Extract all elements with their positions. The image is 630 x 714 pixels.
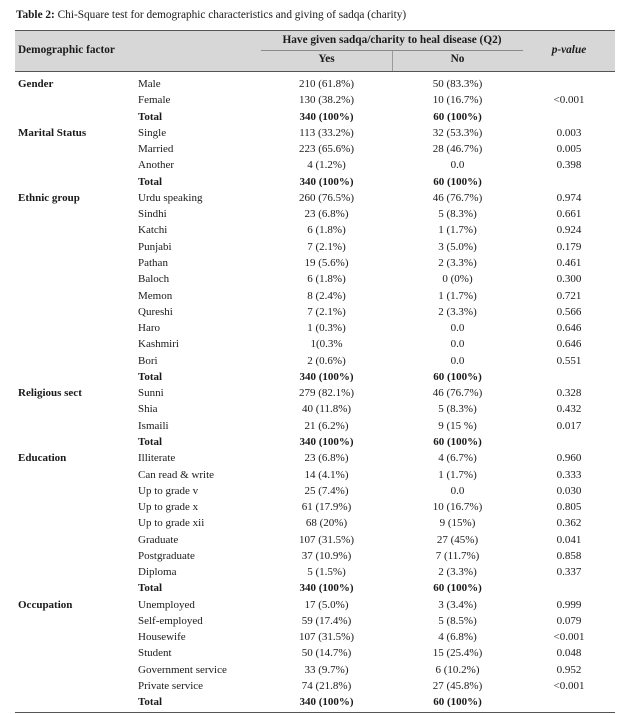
category-cell: Single (138, 126, 167, 139)
category-cell: Shia (138, 403, 158, 416)
p-value-cell: 0.041 (556, 533, 582, 546)
category-cell: Up to grade xii (138, 517, 205, 530)
category-cell: Total (138, 175, 163, 188)
table-row (15, 678, 615, 694)
no-cell: 5 (8.3%) (438, 403, 477, 416)
yes-cell: 340 (100%) (299, 696, 354, 709)
no-cell: 27 (45%) (436, 533, 479, 546)
table-row (15, 450, 615, 466)
yes-cell: 107 (31.5%) (299, 631, 354, 644)
category-cell: Pathan (138, 257, 168, 269)
table-row (15, 467, 615, 483)
table-caption-text: Chi-Square test for demographic characteristics and giving of sadqa (charity) (54, 9, 407, 21)
no-cell: 50 (83.3%) (432, 78, 483, 90)
yes-cell: 25 (7.4%) (304, 484, 349, 497)
table-row (15, 222, 615, 238)
yes-cell: 14 (4.1%) (304, 468, 349, 481)
p-value-cell: 0.661 (556, 208, 582, 221)
table-row (15, 288, 615, 304)
yes-cell: 40 (11.8%) (301, 403, 352, 416)
p-value-cell: 0.328 (556, 387, 582, 400)
table-row (15, 271, 615, 287)
yes-cell: 340 (100%) (299, 435, 354, 448)
category-cell: Memon (138, 289, 173, 302)
table-row (15, 499, 615, 515)
p-value-cell: 0.960 (556, 452, 582, 465)
no-cell: 2 (3.3%) (438, 305, 477, 318)
p-value-cell: 0.005 (556, 143, 582, 156)
yes-cell: 37 (10.9%) (301, 549, 352, 562)
p-value-cell: 0.551 (556, 354, 582, 367)
table-row (15, 141, 615, 157)
yes-cell: 61 (17.9%) (301, 501, 352, 513)
yes-cell: 279 (82.1%) (299, 387, 354, 400)
category-cell: Self-employed (138, 614, 203, 627)
p-value-cell: 0.432 (556, 403, 582, 416)
p-value-cell: 0.805 (556, 501, 582, 513)
category-cell: Private service (138, 680, 204, 692)
yes-cell: 6 (1.8%) (307, 224, 346, 237)
no-cell: 60 (100%) (433, 435, 482, 448)
no-cell: 46 (76.7%) (432, 387, 483, 400)
p-value-cell: 0.924 (556, 224, 582, 237)
p-value-cell: 0.048 (556, 647, 582, 660)
yes-cell: 68 (20%) (305, 517, 348, 530)
category-cell: Katchi (138, 224, 168, 237)
no-cell: 10 (16.7%) (432, 501, 483, 513)
factor-cell: Religious sect (18, 387, 82, 400)
category-cell: Total (138, 435, 163, 448)
category-cell: Housewife (138, 631, 186, 644)
yes-cell: 21 (6.2%) (304, 419, 349, 432)
no-cell: 1 (1.7%) (438, 468, 477, 481)
no-cell: 0.0 (450, 338, 465, 351)
category-cell: Ismaili (138, 419, 169, 432)
p-value-cell: 0.999 (556, 598, 582, 611)
category-cell: Illiterate (138, 452, 176, 465)
yes-cell: 50 (14.7%) (301, 647, 352, 660)
table-row (15, 353, 615, 369)
factor-cell: Gender (18, 78, 54, 90)
category-cell: Can read & write (138, 468, 215, 481)
category-cell: Haro (138, 322, 160, 334)
category-cell: Total (138, 696, 163, 709)
table-row (15, 369, 615, 385)
p-value-cell: 0.017 (556, 419, 582, 432)
yes-cell: 5 (1.5%) (307, 566, 346, 579)
table-caption-label: Table 2: (16, 9, 55, 21)
p-value-cell: 0.646 (556, 338, 582, 351)
p-value-cell: 0.566 (556, 305, 582, 318)
yes-cell: 223 (65.6%) (299, 143, 354, 156)
category-cell: Male (138, 78, 161, 90)
no-cell: 7 (11.7%) (435, 549, 480, 562)
category-cell: Unemployed (138, 598, 195, 611)
category-cell: Postgraduate (138, 549, 195, 562)
table-row (15, 645, 615, 661)
category-cell: Urdu speaking (138, 191, 203, 204)
category-cell: Punjabi (138, 240, 172, 253)
yes-cell: 6 (1.8%) (307, 273, 346, 286)
category-cell: Diploma (138, 566, 177, 579)
table-row (15, 597, 615, 613)
yes-cell: 23 (6.8%) (304, 452, 349, 465)
table-header (15, 30, 615, 72)
no-cell: 0.0 (450, 354, 465, 367)
p-value-cell: 0.179 (556, 240, 582, 253)
yes-cell: 8 (2.4%) (307, 289, 346, 302)
table-row (15, 629, 615, 645)
header-sadqa-question: Have given sadqa/charity to heal disease (Q2) (282, 34, 502, 46)
yes-cell: 33 (9.7%) (304, 663, 349, 676)
no-cell: 9 (15 %) (438, 419, 477, 432)
table-row (15, 174, 615, 190)
yes-cell: 340 (100%) (299, 582, 354, 595)
p-value-cell: 0.333 (556, 468, 582, 481)
yes-cell: 340 (100%) (299, 175, 354, 188)
yes-cell: 7 (2.1%) (307, 240, 346, 253)
table-row (15, 434, 615, 450)
table-row (15, 483, 615, 499)
yes-cell: 59 (17.4%) (301, 614, 352, 627)
header-p-value: p-value (551, 44, 587, 56)
no-cell: 5 (8.5%) (438, 614, 477, 627)
no-cell: 27 (45.8%) (432, 680, 483, 692)
category-cell: Qureshi (138, 305, 173, 318)
no-cell: 5 (8.3%) (438, 208, 477, 221)
header-yes: Yes (318, 53, 335, 65)
table-row (15, 320, 615, 336)
table-row (15, 76, 615, 92)
no-cell: 3 (5.0%) (438, 240, 477, 253)
no-cell: 9 (15%) (439, 517, 476, 530)
chi-square-table (15, 30, 615, 709)
no-cell: 0.0 (450, 484, 465, 497)
table-row (15, 401, 615, 417)
category-cell: Total (138, 582, 163, 595)
p-value-cell: 0.079 (556, 614, 582, 627)
table-row (15, 694, 615, 710)
yes-cell: 1(0.3% (310, 338, 343, 351)
no-cell: 15 (25.4%) (432, 647, 483, 660)
p-value-cell: 0.030 (556, 484, 582, 497)
category-cell: Total (138, 370, 163, 383)
no-cell: 10 (16.7%) (432, 94, 483, 107)
yes-cell: 210 (61.8%) (299, 78, 354, 90)
header-demographic-factor: Demographic factor (18, 44, 115, 56)
table-row (15, 239, 615, 255)
table-row (15, 515, 615, 531)
no-cell: 4 (6.8%) (438, 631, 477, 644)
factor-cell: Education (18, 452, 67, 465)
table-row (15, 125, 615, 141)
p-value-cell: 0.858 (556, 549, 582, 562)
p-value-cell: <0.001 (553, 94, 585, 107)
no-cell: 0 (0%) (442, 273, 473, 286)
no-cell: 32 (53.3%) (432, 126, 483, 139)
yes-cell: 340 (100%) (299, 370, 354, 383)
p-value-cell: 0.974 (556, 191, 582, 204)
category-cell: Sindhi (138, 208, 167, 221)
table-row (15, 580, 615, 596)
p-value-cell: 0.461 (556, 257, 582, 269)
p-value-cell: 0.646 (556, 322, 582, 334)
no-cell: 0.0 (450, 159, 465, 172)
yes-cell: 1 (0.3%) (307, 322, 346, 334)
category-cell: Up to grade x (138, 501, 199, 513)
yes-cell: 2 (0.6%) (307, 354, 346, 367)
factor-cell: Ethnic group (18, 191, 80, 204)
category-cell: Student (138, 647, 172, 660)
yes-cell: 74 (21.8%) (301, 680, 352, 692)
category-cell: Kashmiri (138, 338, 179, 351)
p-value-cell: <0.001 (553, 680, 585, 692)
no-cell: 2 (3.3%) (438, 566, 477, 579)
p-value-cell: 0.003 (556, 126, 582, 139)
table-row (15, 336, 615, 352)
p-value-cell: 0.300 (556, 273, 582, 286)
no-cell: 4 (6.7%) (438, 452, 477, 465)
category-cell: Up to grade v (138, 484, 199, 497)
category-cell: Graduate (138, 533, 179, 546)
table-row (15, 613, 615, 629)
category-cell: Total (138, 110, 163, 123)
category-cell: Government service (138, 663, 227, 676)
no-cell: 1 (1.7%) (438, 289, 477, 302)
category-cell: Another (138, 159, 175, 172)
table-row (15, 190, 615, 206)
table-row (15, 109, 615, 125)
table-caption (16, 9, 406, 21)
yes-cell: 19 (5.6%) (304, 257, 349, 269)
yes-cell: 17 (5.0%) (304, 598, 349, 611)
p-value-cell: <0.001 (553, 631, 585, 644)
table-row (15, 662, 615, 678)
no-cell: 2 (3.3%) (438, 257, 477, 269)
p-value-cell: 0.721 (556, 289, 582, 302)
yes-cell: 4 (1.2%) (307, 159, 346, 172)
table-row (15, 255, 615, 271)
yes-cell: 113 (33.2%) (299, 126, 354, 139)
no-cell: 28 (46.7%) (432, 143, 483, 156)
p-value-cell: 0.337 (556, 566, 582, 579)
no-cell: 60 (100%) (433, 110, 482, 123)
table-row (15, 532, 615, 548)
yes-cell: 23 (6.8%) (304, 208, 349, 221)
no-cell: 60 (100%) (433, 696, 482, 709)
table-row (15, 385, 615, 401)
table-row (15, 564, 615, 580)
table-bottom-rule (15, 712, 615, 713)
no-cell: 0.0 (450, 322, 465, 334)
category-cell: Female (138, 94, 171, 107)
yes-cell: 107 (31.5%) (299, 533, 354, 546)
table-row (15, 92, 615, 108)
no-cell: 1 (1.7%) (438, 224, 477, 237)
table-row (15, 304, 615, 320)
category-cell: Sunni (138, 387, 164, 400)
factor-cell: Occupation (18, 598, 73, 611)
no-cell: 6 (10.2%) (435, 663, 480, 676)
p-value-cell: 0.362 (556, 517, 582, 530)
table-row (15, 157, 615, 173)
p-value-cell: 0.952 (556, 663, 582, 676)
no-cell: 60 (100%) (433, 175, 482, 188)
category-cell: Married (138, 143, 174, 156)
no-cell: 60 (100%) (433, 582, 482, 595)
header-no: No (450, 53, 465, 65)
factor-cell: Marital Status (18, 126, 87, 139)
yes-cell: 130 (38.2%) (299, 94, 354, 107)
yes-cell: 340 (100%) (299, 110, 354, 123)
yes-cell: 260 (76.5%) (299, 191, 354, 204)
yes-cell: 7 (2.1%) (307, 305, 346, 318)
table-row (15, 548, 615, 564)
table-row (15, 206, 615, 222)
category-cell: Baloch (138, 273, 170, 286)
no-cell: 3 (3.4%) (438, 598, 477, 611)
no-cell: 46 (76.7%) (432, 191, 483, 204)
category-cell: Bori (138, 354, 158, 367)
no-cell: 60 (100%) (433, 370, 482, 383)
table-row (15, 418, 615, 434)
p-value-cell: 0.398 (556, 159, 582, 172)
